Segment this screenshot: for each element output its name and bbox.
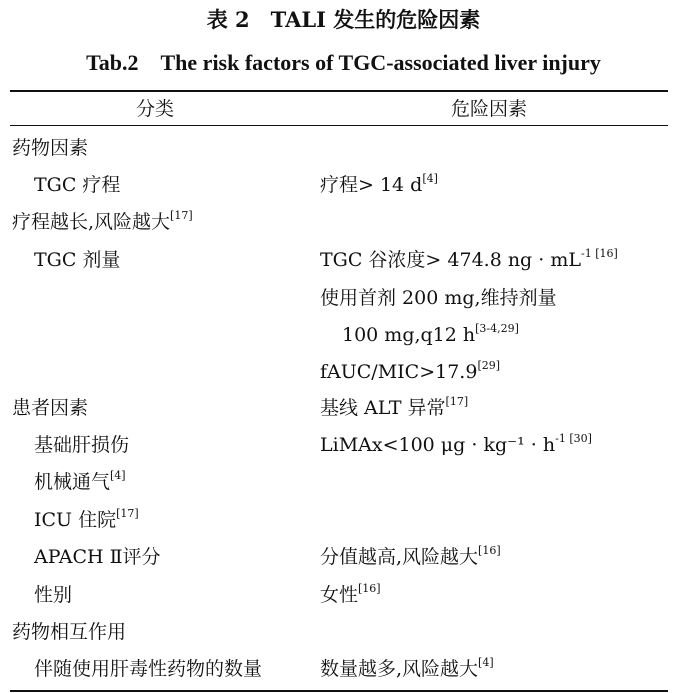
risk-factor-cell: TGC 谷浓度> 474.8 ng · $mL^{-1 [16]}$ — [320, 247, 618, 271]
category-cell: 患者因素 — [12, 397, 89, 419]
factor-label-cell: TGC 疗程 — [34, 174, 121, 196]
risk-factor-cell: LiMAx<100 $\mu g \cdot kg^{-1} \cdot h^{-1 [30]}$ — [320, 432, 592, 456]
header-left: 分类 — [135, 98, 174, 120]
risk-factor-cell: 基线 ALT 异常[17] — [320, 395, 469, 419]
factor-label-cell: 伴随使用肝毒性药物的数量 — [34, 658, 263, 680]
factor-label-cell: APACH Ⅱ评分 — [34, 546, 161, 568]
header-right: 危险因素 — [450, 98, 527, 120]
table-caption-zh: 表 2 TALI 发生的危险因素 — [206, 7, 481, 32]
category-cell: 药物因素 — [12, 137, 89, 159]
risk-factor-cell: 疗程> 14 d[4] — [320, 172, 438, 196]
factor-label-cell: 基础肝损伤 — [34, 434, 130, 456]
risk-factor-cell: 分值越高,风险越大[16] — [320, 544, 501, 568]
factor-label-cell: 机械通气[4] — [34, 469, 126, 493]
risk-factor-cell: 数量越多,风险越大[4] — [320, 656, 494, 680]
factor-label-cell: 性别 — [34, 584, 73, 606]
factor-label-cell: TGC 剂量 — [34, 249, 121, 271]
factor-label-cell: 疗程越长,风险越大[17] — [12, 209, 193, 233]
top-rule — [10, 90, 668, 92]
category-cell: 药物相互作用 — [12, 621, 127, 643]
risk-factor-cell: fAUC/MIC>17.9[29] — [320, 359, 501, 383]
bottom-rule — [10, 690, 668, 692]
factor-label-cell: ICU 住院[17] — [34, 507, 139, 531]
table-caption-en: Tab.2 The risk factors of TGC-associated liver injury — [86, 50, 601, 75]
risk-factor-cell: 100 mg,q12 h[3-4,29] — [342, 322, 519, 346]
header-rule — [10, 125, 668, 126]
risk-factor-cell: 使用首剂 200 mg,维持剂量 — [320, 287, 557, 309]
risk-factor-cell: 女性[16] — [320, 582, 381, 606]
